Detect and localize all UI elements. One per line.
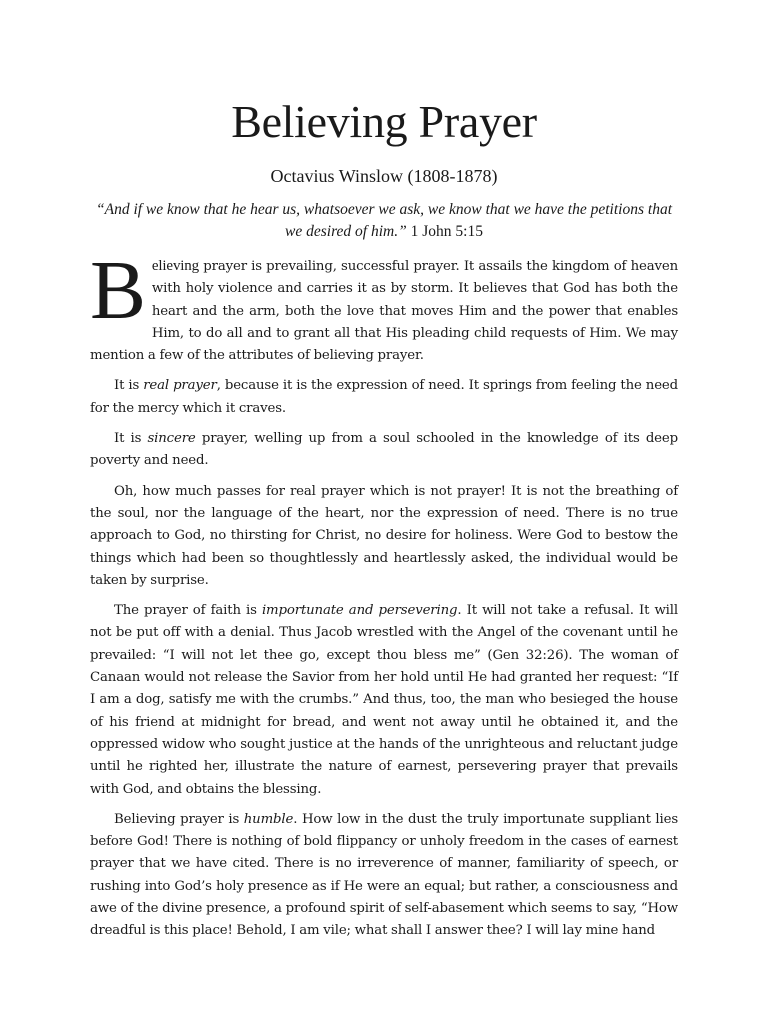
paragraph-6-emphasis: humble <box>243 811 294 827</box>
lead-word: elieving <box>151 258 200 274</box>
paragraph-2-emphasis: real prayer <box>143 378 217 394</box>
article-body <box>90 244 678 951</box>
paragraph-5-text-b: . It will not take a refusal. It will not be put off with a denial. Thus Jacob wrestled with the Angel of the covenant until he prevailed: “I will not let thee go, except thou bless me” (Gen 32:26). The woman of Canaan would not release the Savior from her hold until He had granted her request: “If I am a dog, satisfy me with the crumbs.” And thus, too, the man who besieged the house of his friend at midnight for bread, and went not away until he obtained it, and the oppressed widow who sought justice at the hands of the unrighteous and reluctant judge until he righted her, illustrate the nature of earnest, persevering prayer that prevails with God, and obtains the blessing. <box>90 603 678 797</box>
paragraph-2-text-a: It is <box>114 378 144 394</box>
paragraph-4: Oh, how much passes for real prayer which is not prayer! It is not the breathing of the soul, nor the language of the heart, nor the expression of need. There is no true approach to God, no thirsting for Christ, no desire for holiness. Were God to bestow the things which had been so thoughtlessly and heartlessly asked, the individual would be taken by surprise. <box>90 483 678 588</box>
paragraph-6-text-a: Believing prayer is <box>114 811 244 827</box>
page-title: Believing Prayer <box>231 96 537 147</box>
paragraph-6 <box>90 809 678 943</box>
paragraph-3-text-b: prayer, welling up from a soul schooled in the knowledge of its deep poverty and need. <box>90 431 678 469</box>
paragraph-3-emphasis: sincere <box>147 431 196 447</box>
paragraph-1 <box>90 244 678 367</box>
paragraph-2 <box>90 375 678 420</box>
drop-cap: B <box>90 244 146 337</box>
author-line: Octavius Winslow (1808-1878) <box>270 166 498 186</box>
paragraph-3-text-a: It is <box>114 431 148 447</box>
paragraph-1-text: prayer is prevailing, successful prayer. It assails the kingdom of heaven with holy violence and carries it as by storm. It believes that God has both the heart and the arm, both the love that moves Him and the power that enables Him, to do all and to grant all that His pleading child requests of Him. We may mention a few of the attributes of believing prayer. <box>90 259 678 364</box>
paragraph-5-text-a: The prayer of faith is <box>114 603 262 619</box>
paragraph-3 <box>90 428 678 473</box>
paragraph-5-emphasis: importunate and persevering <box>261 603 458 619</box>
paragraph-5 <box>90 600 678 801</box>
epigraph-reference: 1 John 5:15 <box>410 223 483 240</box>
epigraph <box>90 199 678 243</box>
epigraph-quote: “And if we know that he hear us, whatsoever we ask, we know that we have the petitions that we desired of him.” <box>95 201 672 240</box>
paragraph-6-text-b: . How low in the dust the truly importunate suppliant lies before God! There is nothing of bold flippancy or unholy freedom in the cases of earnest prayer that we have cited. There is no irreverence of manner, familiarity of speech, or rushing into God’s holy presence as if He were an equal; but rather, a consciousness and awe of the divine presence, a profound spirit of self-abasement which seems to say, “How dreadful is this place! Behold, I am vile; what shall I answer thee? I will lay mine hand <box>90 811 678 939</box>
paragraph-2-text-b: , because it is the expression of need. It springs from feeling the need for the mercy which it craves. <box>90 378 678 416</box>
